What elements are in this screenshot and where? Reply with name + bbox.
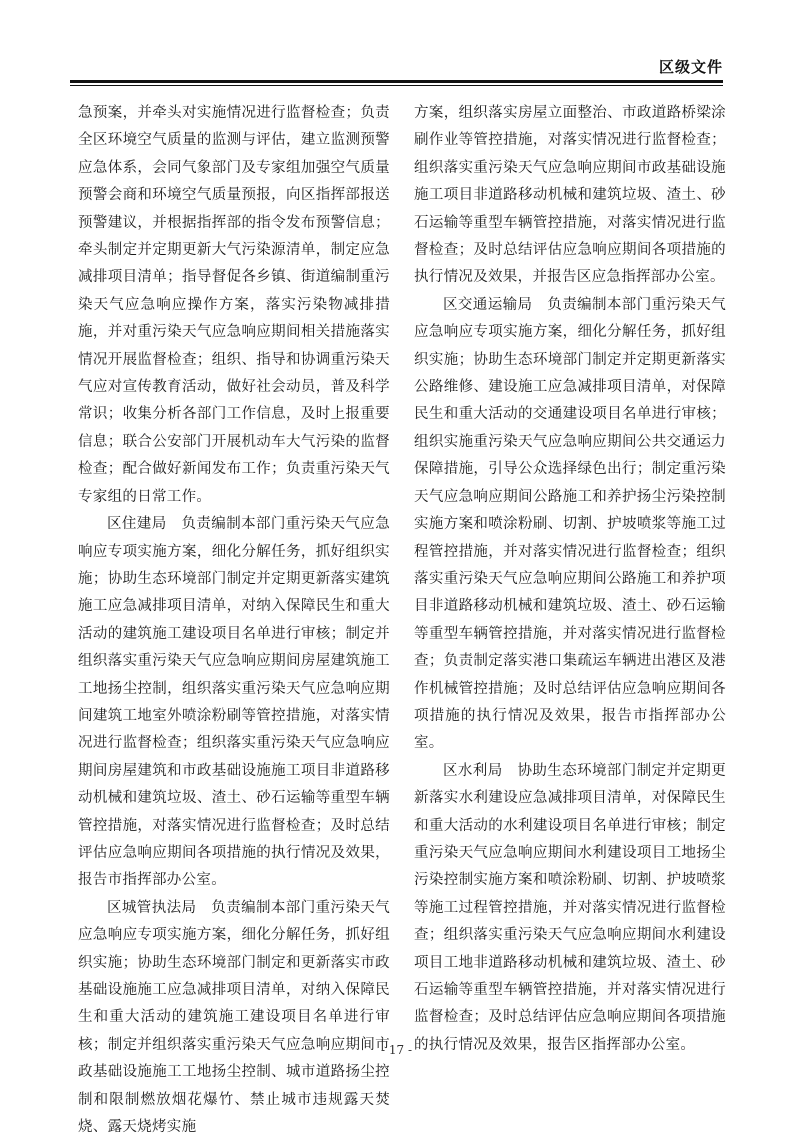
page-number: - 17 - <box>380 1043 412 1057</box>
paragraph-water-resources-bureau: 区水利局 协助生态环境部门制定并定期更新落实水利建设应急减排项目清单，对保障民生和重大活动的水利建设项目名单进行审核；制定重污染天气应急响应期间水利建设项目工地扬尘污染控制实施方案和喷涂粉刷、切割、护坡喷浆等施工过程管控措施，并对落实情况进行监督检查；组织落实重污染天气应急响应期间水利建设项目工地非道路移动机械和建筑垃圾、渣土、砂石运输等重型车辆管控措施，并对落实情况进行监督检查；及时总结评估应急响应期间各项措施的执行情况及效果，报告区指挥部办公室。 <box>414 762 726 1053</box>
header-rule-thick <box>70 80 723 83</box>
paragraph-urban-management-bureau: 区城管执法局 负责编制本部门重污染天气应急响应专项实施方案，细化分解任务，抓好组织实施；协助生态环境部门制定和更新落实市政基础设施施工应急减排项目清单，对纳入保障民生和重大活动的建筑施工建设项目名单进行审核；制定并组织落实重污染天气应急响应期间市政基础设施施工工地扬尘控制、城市道路扬尘控制和限制燃放烟花爆竹、禁止城市违规露天焚烧、露天烧烤实施 <box>78 899 390 1136</box>
paragraph-continuation-urban-management: 方案，组织落实房屋立面整治、市政道路桥梁涂刷作业等管控措施，对落实情况进行监督检查；组织落实重污染天气应急响应期间市政基础设施施工项目非道路移动机械和建筑垃圾、渣土、砂石运输等重型车辆管控措施，对落实情况进行监督检查；及时总结评估应急响应期间各项措施的执行情况及效果，并报告区应急指挥部办公室。 <box>414 105 726 286</box>
paragraph-transport-bureau: 区交通运输局 负责编制本部门重污染天气应急响应专项实施方案，细化分解任务，抓好组织实施；协助生态环境部门制定并定期更新落实公路维修、建设施工应急减排项目清单，对保障民生和重大活动的交通建设项目名单进行审核；组织实施重污染天气应急响应期间公共交通运力保障措施，引导公众选择绿色出行；制定重污染天气应急响应期间公路施工和养护扬尘污染控制实施方案和喷涂粉刷、切割、护坡喷浆等施工过程管控措施，并对落实情况进行监督检查；组织落实重污染天气应急响应期间公路施工和养护项目非道路移动机械和建筑垃圾、渣土、砂石运输等重型车辆管控措施，并对落实情况进行监督检查；负责制定落实港口集疏运车辆进出港区及港作机械管控措施；及时总结评估应急响应期间各项措施的执行情况及效果，报告市指挥部办公室。 <box>414 296 726 752</box>
paragraph-continuation-eco-bureau: 急预案，并牵头对实施情况进行监督检查；负责全区环境空气质量的监测与评估，建立监测预警应急体系，会同气象部门及专家组加强空气质量预警会商和环境空气质量预报，向区指挥部报送预警建议，并根据指挥部的指令发布预警信息；牵头制定并定期更新大气污染源清单，制定应急减排项目清单；指导督促各乡镇、街道编制重污染天气应急响应操作方案，落实污染物减排措施，并对重污染天气应急响应期间相关措施落实情况开展监督检查；组织、指导和协调重污染天气应对宣传教育活动，做好社会动员，普及科学常识；收集分析各部门工作信息，及时上报重要信息；联合公安部门开展机动车大气污染的监督检查；配合做好新闻发布工作；负责重污染天气专家组的日常工作。 <box>78 105 390 505</box>
paragraph-housing-construction-bureau: 区住建局 负责编制本部门重污染天气应急响应专项实施方案，细化分解任务，抓好组织实施；协助生态环境部门制定并定期更新落实建筑施工应急减排项目清单，对纳入保障民生和重大活动的建筑施工建设项目名单进行审核；制定并组织落实重污染天气应急响应期间房屋建筑施工工地扬尘控制，组织落实重污染天气应急响应期间建筑工地室外喷涂粉刷等管控措施，对落实情况进行监督检查；组织落实重污染天气应急响应期间房屋建筑和市政基础设施施工项目非道路移动机械和建筑垃圾、渣土、砂石运输等重型车辆管控措施，对落实情况进行监督检查；及时总结评估应急响应期间各项措施的执行情况及效果，报告市指挥部办公室。 <box>78 516 390 889</box>
document-category-header: 区级文件 <box>658 58 723 76</box>
header-rule-thin <box>70 85 723 86</box>
left-text-column <box>78 100 390 1141</box>
right-text-column <box>414 100 726 1059</box>
